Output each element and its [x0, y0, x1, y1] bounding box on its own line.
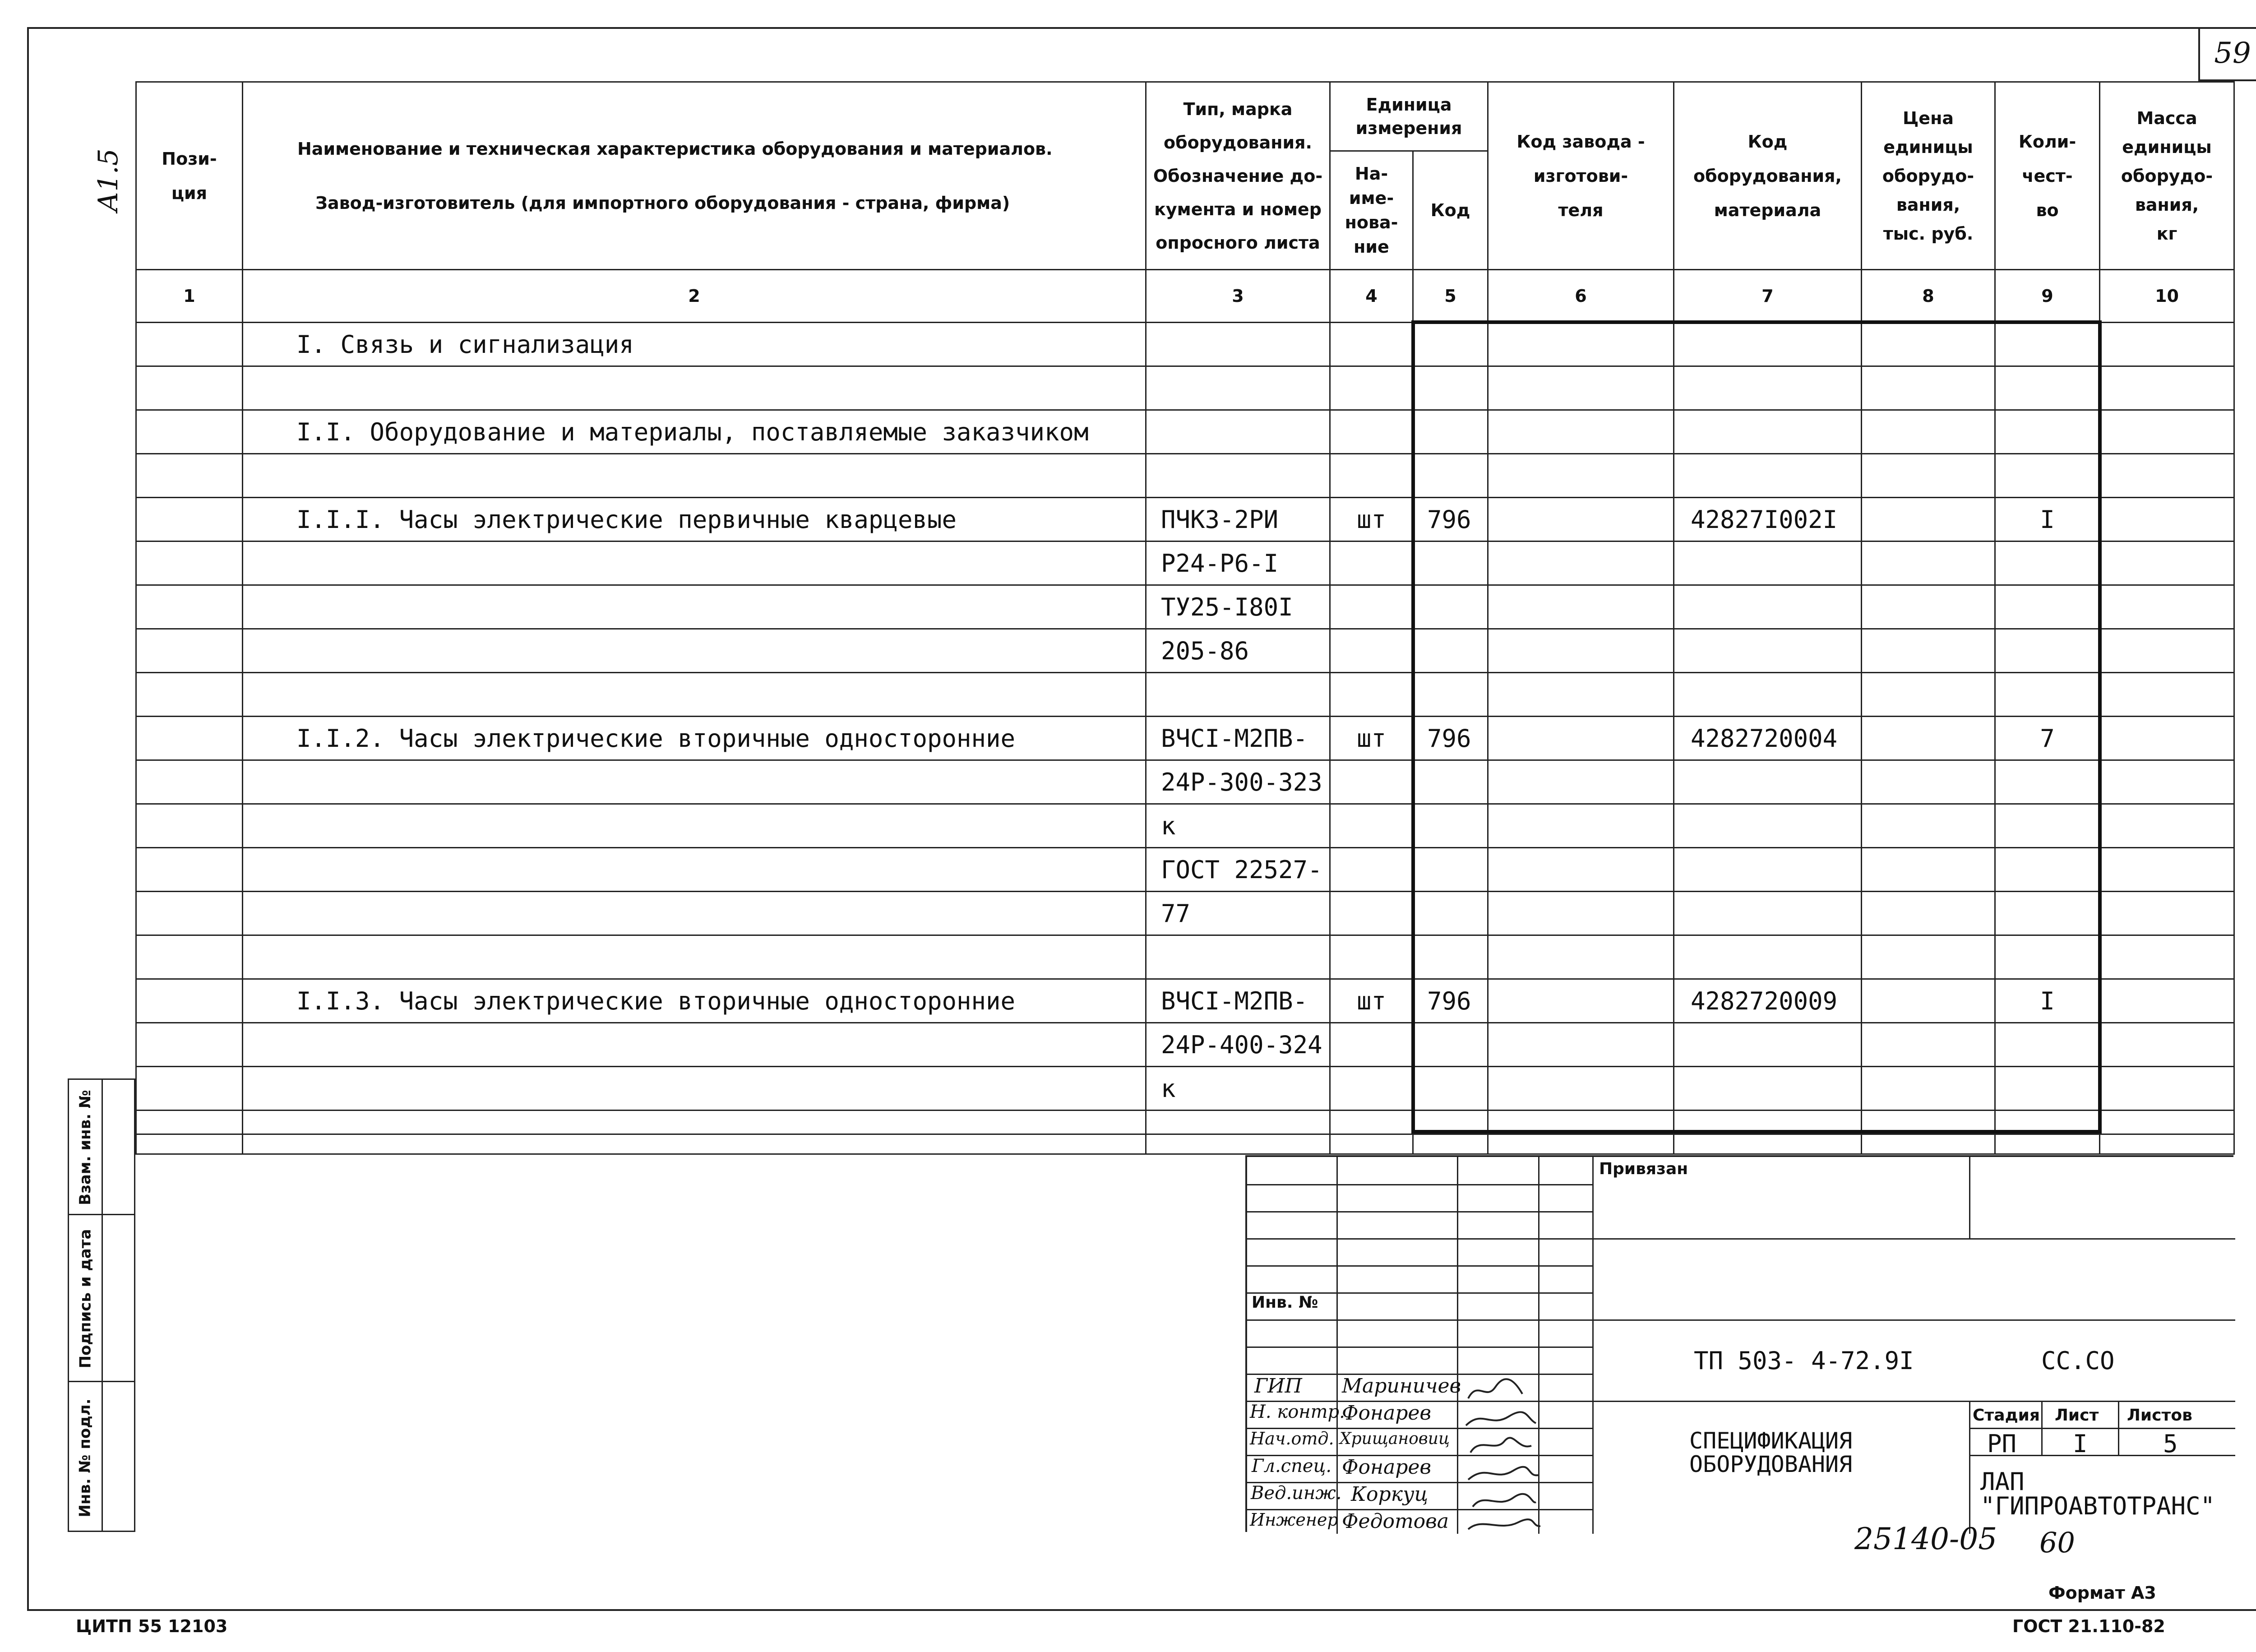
- item-quantity: [1995, 1023, 2100, 1067]
- item-unit-code: [1413, 585, 1488, 629]
- item-name: [243, 366, 1146, 410]
- empty-cell: [1488, 673, 1674, 717]
- item-unit-code: [1413, 1023, 1488, 1067]
- sig-role: Гл.спец.: [1252, 1456, 1332, 1476]
- item-name: [243, 673, 1146, 717]
- organization-2: "ГИПРОАВТОТРАНС": [1980, 1492, 2215, 1520]
- item-unit: [1330, 804, 1413, 848]
- footer-left: ЦИТП 55 12103: [76, 1616, 228, 1636]
- header-row: [136, 82, 2234, 151]
- format-note: Формат А3: [2048, 1583, 2156, 1603]
- empty-cell: [1862, 454, 1995, 498]
- table-row: [136, 717, 2234, 760]
- empty-cell: [1488, 892, 1674, 935]
- item-name: [243, 935, 1146, 979]
- item-equipment-code: [1674, 673, 1862, 717]
- item-name: I.I.3. Часы электрические вторичные односторонние: [243, 979, 1146, 1023]
- item-quantity: [1995, 935, 2100, 979]
- empty-cell: [2100, 673, 2234, 717]
- table-row: [136, 541, 2234, 585]
- item-equipment-code: [1674, 935, 1862, 979]
- sig-role: Вед.инж.: [1251, 1483, 1342, 1504]
- item-equipment-code: [1674, 323, 1862, 366]
- empty-cell: [136, 848, 243, 892]
- empty-cell: [1862, 804, 1995, 848]
- header-mass: Масса единицы оборудо- вания, кг: [2100, 82, 2234, 270]
- header-quantity: Коли- чест- во: [1995, 82, 2100, 270]
- item-unit: шт: [1330, 717, 1413, 760]
- item-unit-code: [1413, 629, 1488, 673]
- column-number: 8: [1862, 270, 1995, 323]
- signature-scribbles: [1459, 1374, 1549, 1534]
- item-unit-code: 796: [1413, 979, 1488, 1023]
- label-inv-podl: Инв. № подл.: [76, 1398, 94, 1518]
- item-equipment-code: [1674, 892, 1862, 935]
- document-code: ТП 503- 4-72.9I: [1694, 1347, 1914, 1375]
- table-row: [136, 629, 2234, 673]
- item-unit: [1330, 1067, 1413, 1111]
- table-row: [136, 892, 2234, 935]
- item-name: [243, 848, 1146, 892]
- table-row: [136, 323, 2234, 366]
- empty-cell: [136, 1111, 243, 1154]
- empty-cell: [2100, 585, 2234, 629]
- empty-cell: [1488, 848, 1674, 892]
- empty-cell: [2100, 629, 2234, 673]
- item-type: ПЧКЗ-2РИ: [1146, 498, 1330, 541]
- column-number: 1: [136, 270, 243, 323]
- item-quantity: [1995, 1111, 2100, 1154]
- empty-cell: [1488, 541, 1674, 585]
- item-name: I.I.I. Часы электрические первичные кварцевые: [243, 498, 1146, 541]
- item-unit-code: [1413, 892, 1488, 935]
- item-unit: [1330, 1111, 1413, 1154]
- item-unit: [1330, 585, 1413, 629]
- sig-name: Мариничев: [1342, 1374, 1461, 1397]
- header-equipment-code: Код оборудования, материала: [1674, 82, 1862, 270]
- item-quantity: [1995, 673, 2100, 717]
- item-type: [1146, 323, 1330, 366]
- item-unit-code: [1413, 323, 1488, 366]
- column-number: 10: [2100, 270, 2234, 323]
- item-type: Р24-Р6-I: [1146, 541, 1330, 585]
- empty-cell: [136, 892, 243, 935]
- item-unit-code: [1413, 935, 1488, 979]
- item-equipment-code: [1674, 1111, 1862, 1154]
- empty-cell: [1862, 498, 1995, 541]
- empty-cell: [2100, 892, 2234, 935]
- document-title-1: СПЕЦИФИКАЦИЯ: [1689, 1428, 1853, 1454]
- item-equipment-code: [1674, 410, 1862, 454]
- item-quantity: [1995, 804, 2100, 848]
- item-type: [1146, 410, 1330, 454]
- item-name: [243, 629, 1146, 673]
- item-equipment-code: [1674, 541, 1862, 585]
- header-name: Наименование и техническая характеристика оборудования и материалов. Завод-изготовитель (для импортного оборудования - страна, фирма): [243, 82, 1146, 270]
- table-row: [136, 1111, 2234, 1154]
- empty-cell: [1488, 1067, 1674, 1111]
- sheets-label: Листов: [2127, 1406, 2192, 1425]
- handwritten-page-number: 60: [2039, 1526, 2075, 1559]
- table-row: [136, 410, 2234, 454]
- label-podpis-data: Подпись и дата: [76, 1229, 95, 1369]
- item-quantity: [1995, 848, 2100, 892]
- item-unit: [1330, 673, 1413, 717]
- item-equipment-code: [1674, 454, 1862, 498]
- column-number: 4: [1330, 270, 1413, 323]
- item-equipment-code: [1674, 804, 1862, 848]
- item-equipment-code: [1674, 629, 1862, 673]
- empty-cell: [2100, 717, 2234, 760]
- item-quantity: 7: [1995, 717, 2100, 760]
- empty-cell: [136, 673, 243, 717]
- item-unit: [1330, 760, 1413, 804]
- empty-cell: [1862, 1067, 1995, 1111]
- empty-cell: [2100, 760, 2234, 804]
- empty-cell: [1862, 717, 1995, 760]
- empty-cell: [136, 979, 243, 1023]
- table-row: [136, 673, 2234, 717]
- margin-strip: [68, 1078, 135, 1532]
- column-number: 6: [1488, 270, 1674, 323]
- empty-cell: [2100, 498, 2234, 541]
- column-number: 7: [1674, 270, 1862, 323]
- title-block: [1245, 1155, 2233, 1532]
- item-quantity: [1995, 541, 2100, 585]
- item-name: [243, 892, 1146, 935]
- item-quantity: [1995, 366, 2100, 410]
- column-number-row: [136, 270, 2234, 323]
- header-position: Пози- ция: [136, 82, 243, 270]
- stage-label: Стадия: [1973, 1406, 2040, 1425]
- item-unit: [1330, 1023, 1413, 1067]
- item-type: [1146, 366, 1330, 410]
- item-quantity: [1995, 760, 2100, 804]
- empty-cell: [2100, 366, 2234, 410]
- item-unit-code: [1413, 541, 1488, 585]
- empty-cell: [1488, 410, 1674, 454]
- organization-1: ЛАП: [1980, 1467, 2025, 1496]
- table-row: [136, 454, 2234, 498]
- item-quantity: [1995, 323, 2100, 366]
- item-unit-code: [1413, 760, 1488, 804]
- footer-right: ГОСТ 21.110-82: [2012, 1616, 2165, 1636]
- item-equipment-code: [1674, 1067, 1862, 1111]
- item-unit: [1330, 410, 1413, 454]
- empty-cell: [1862, 323, 1995, 366]
- empty-cell: [1488, 585, 1674, 629]
- item-unit: шт: [1330, 979, 1413, 1023]
- item-unit-code: [1413, 673, 1488, 717]
- item-name: I.I. Оборудование и материалы, поставляемые заказчиком: [243, 410, 1146, 454]
- inv-no-label: Инв. №: [1252, 1293, 1318, 1312]
- sig-role: Инженер: [1250, 1510, 1338, 1530]
- item-type: 205-86: [1146, 629, 1330, 673]
- empty-cell: [136, 717, 243, 760]
- margin-note: А1.5: [92, 148, 124, 212]
- header-unit-name: На- име- нова- ние: [1330, 151, 1413, 270]
- item-unit: [1330, 454, 1413, 498]
- document-suffix: СС.СО: [2041, 1347, 2115, 1375]
- item-unit-code: 796: [1413, 717, 1488, 760]
- item-name: [243, 804, 1146, 848]
- column-number: 5: [1413, 270, 1488, 323]
- empty-cell: [1488, 454, 1674, 498]
- item-unit-code: [1413, 366, 1488, 410]
- empty-cell: [136, 1067, 243, 1111]
- empty-cell: [1862, 848, 1995, 892]
- sig-role: Нач.отд.: [1250, 1429, 1334, 1448]
- sig-name: Фонарев: [1342, 1402, 1432, 1425]
- item-type: [1146, 1111, 1330, 1154]
- column-number: 3: [1146, 270, 1330, 323]
- header-unit: Единица измерения: [1330, 82, 1488, 151]
- sig-role: ГИП: [1254, 1374, 1302, 1397]
- empty-cell: [1488, 979, 1674, 1023]
- table-row: [136, 1023, 2234, 1067]
- item-equipment-code: [1674, 848, 1862, 892]
- table-row: [136, 979, 2234, 1023]
- empty-cell: [1488, 1023, 1674, 1067]
- sig-name: Хрищановиц: [1340, 1430, 1450, 1448]
- table-row: [136, 585, 2234, 629]
- empty-cell: [2100, 804, 2234, 848]
- item-unit-code: [1413, 848, 1488, 892]
- handwritten-archive-number: 25140-05: [1854, 1522, 1997, 1556]
- item-type: [1146, 935, 1330, 979]
- column-number: 2: [243, 270, 1146, 323]
- empty-cell: [1862, 1111, 1995, 1154]
- item-name: [243, 760, 1146, 804]
- empty-cell: [136, 629, 243, 673]
- empty-cell: [2100, 323, 2234, 366]
- empty-cell: [2100, 935, 2234, 979]
- header-plant-code: Код завода - изготови- теля: [1488, 82, 1674, 270]
- empty-cell: [2100, 1023, 2234, 1067]
- table-bottom-line: [135, 1134, 2233, 1135]
- item-type: [1146, 454, 1330, 498]
- item-type: 24Р-400-324: [1146, 1023, 1330, 1067]
- empty-cell: [2100, 979, 2234, 1023]
- empty-cell: [136, 410, 243, 454]
- item-name: [243, 1023, 1146, 1067]
- empty-cell: [2100, 848, 2234, 892]
- item-equipment-code: [1674, 1023, 1862, 1067]
- item-equipment-code: 4282720004: [1674, 717, 1862, 760]
- item-type: ГОСТ 22527-: [1146, 848, 1330, 892]
- item-unit: [1330, 323, 1413, 366]
- item-unit: [1330, 848, 1413, 892]
- empty-cell: [1488, 498, 1674, 541]
- table-row: [136, 366, 2234, 410]
- item-unit: [1330, 541, 1413, 585]
- empty-cell: [2100, 410, 2234, 454]
- item-name: [243, 541, 1146, 585]
- item-type: ВЧСI-М2ПВ-: [1146, 717, 1330, 760]
- item-quantity: [1995, 454, 2100, 498]
- item-name: I.I.2. Часы электрические вторичные односторонние: [243, 717, 1146, 760]
- empty-cell: [1862, 410, 1995, 454]
- item-name: [243, 454, 1146, 498]
- specification-table: [135, 81, 2235, 1155]
- item-type: 24Р-300-323: [1146, 760, 1330, 804]
- item-type: к: [1146, 1067, 1330, 1111]
- item-equipment-code: [1674, 760, 1862, 804]
- item-quantity: [1995, 585, 2100, 629]
- empty-cell: [1488, 760, 1674, 804]
- stage-value: РП: [1987, 1430, 2017, 1458]
- empty-cell: [1488, 1111, 1674, 1154]
- privyazan-label: Привязан: [1599, 1160, 1688, 1178]
- empty-cell: [136, 323, 243, 366]
- header-type: Тип, марка оборудования. Обозначение до- кумента и номер опросного листа: [1146, 82, 1330, 270]
- empty-cell: [136, 585, 243, 629]
- empty-cell: [1862, 629, 1995, 673]
- empty-cell: [1488, 323, 1674, 366]
- empty-cell: [1862, 541, 1995, 585]
- empty-cell: [136, 804, 243, 848]
- empty-cell: [1488, 366, 1674, 410]
- item-name: [243, 1111, 1146, 1154]
- empty-cell: [136, 760, 243, 804]
- table-row: [136, 848, 2234, 892]
- table-row: [136, 1067, 2234, 1111]
- empty-cell: [136, 366, 243, 410]
- sheet-corner-number: 59: [2198, 27, 2256, 81]
- empty-cell: [1862, 892, 1995, 935]
- item-equipment-code: [1674, 585, 1862, 629]
- item-type: 77: [1146, 892, 1330, 935]
- item-unit-code: [1413, 1067, 1488, 1111]
- item-unit: [1330, 935, 1413, 979]
- table-row: [136, 935, 2234, 979]
- item-quantity: [1995, 1067, 2100, 1111]
- item-unit-code: [1413, 804, 1488, 848]
- empty-cell: [136, 454, 243, 498]
- empty-cell: [1488, 717, 1674, 760]
- empty-cell: [136, 1023, 243, 1067]
- empty-cell: [2100, 454, 2234, 498]
- empty-cell: [1862, 760, 1995, 804]
- item-name: [243, 1067, 1146, 1111]
- sheet-value: I: [2073, 1430, 2088, 1458]
- item-unit: [1330, 892, 1413, 935]
- sig-role: Н. контр.: [1250, 1402, 1345, 1422]
- empty-cell: [1862, 585, 1995, 629]
- empty-cell: [1862, 1023, 1995, 1067]
- empty-cell: [1862, 935, 1995, 979]
- sig-name: Федотова: [1342, 1510, 1449, 1533]
- sig-name: Коркуц: [1351, 1483, 1428, 1506]
- table-row: [136, 804, 2234, 848]
- empty-cell: [1862, 366, 1995, 410]
- item-equipment-code: [1674, 366, 1862, 410]
- table-row: [136, 498, 2234, 541]
- item-quantity: [1995, 629, 2100, 673]
- item-type: ВЧСI-М2ПВ-: [1146, 979, 1330, 1023]
- empty-cell: [136, 935, 243, 979]
- item-unit-code: [1413, 1111, 1488, 1154]
- item-unit: шт: [1330, 498, 1413, 541]
- empty-cell: [2100, 1067, 2234, 1111]
- document-title-2: ОБОРУДОВАНИЯ: [1689, 1451, 1853, 1477]
- item-unit: [1330, 629, 1413, 673]
- sheets-value: 5: [2163, 1430, 2178, 1458]
- empty-cell: [136, 498, 243, 541]
- table-row: [136, 760, 2234, 804]
- item-name: I. Связь и сигнализация: [243, 323, 1146, 366]
- item-equipment-code: 4282720009: [1674, 979, 1862, 1023]
- empty-cell: [136, 541, 243, 585]
- item-unit: [1330, 366, 1413, 410]
- sheet-label: Лист: [2055, 1406, 2099, 1425]
- item-quantity: [1995, 892, 2100, 935]
- empty-cell: [1488, 629, 1674, 673]
- item-quantity: [1995, 410, 2100, 454]
- label-vzam-inv: Взам. инв. №: [76, 1090, 94, 1205]
- item-equipment-code: 42827I002I: [1674, 498, 1862, 541]
- empty-cell: [1862, 979, 1995, 1023]
- header-unit-code: Код: [1413, 151, 1488, 270]
- item-unit-code: [1413, 410, 1488, 454]
- header-price: Цена единицы оборудо- вания, тыс. руб.: [1862, 82, 1995, 270]
- item-quantity: I: [1995, 979, 2100, 1023]
- empty-cell: [2100, 1111, 2234, 1154]
- item-quantity: I: [1995, 498, 2100, 541]
- empty-cell: [1862, 673, 1995, 717]
- item-name: [243, 585, 1146, 629]
- sig-name: Фонарев: [1342, 1456, 1432, 1479]
- item-unit-code: [1413, 454, 1488, 498]
- item-type: [1146, 673, 1330, 717]
- empty-cell: [1488, 804, 1674, 848]
- empty-cell: [2100, 541, 2234, 585]
- empty-cell: [1488, 935, 1674, 979]
- item-type: к: [1146, 804, 1330, 848]
- item-unit-code: 796: [1413, 498, 1488, 541]
- item-type: ТУ25-I80I: [1146, 585, 1330, 629]
- column-number: 9: [1995, 270, 2100, 323]
